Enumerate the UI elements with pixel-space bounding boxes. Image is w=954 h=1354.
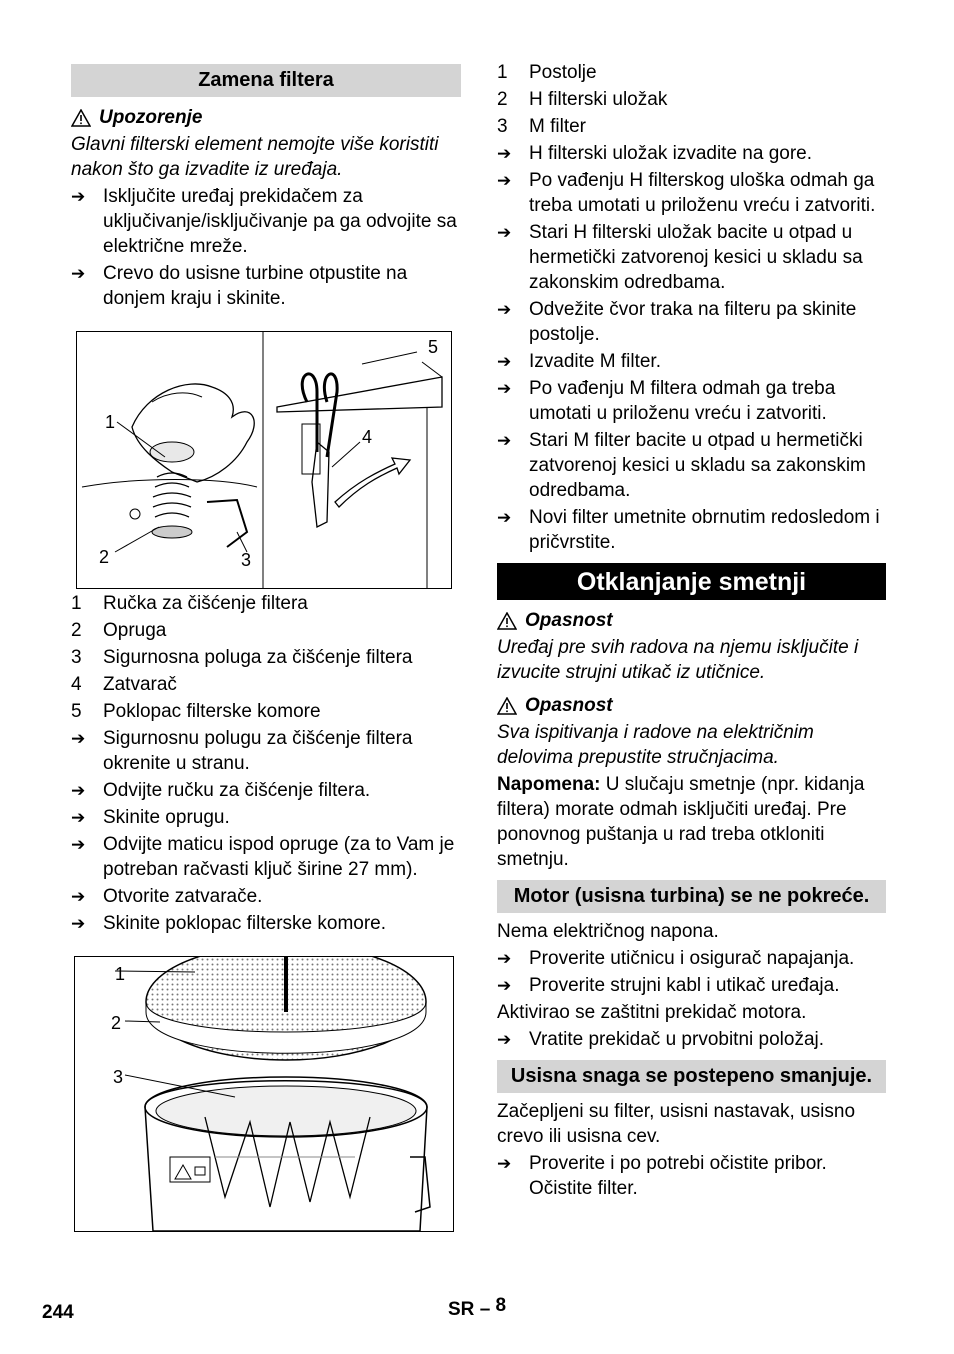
arrow-right-icon: ➔: [71, 781, 86, 800]
list-item: ➔ Otvorite zatvarače.: [71, 886, 263, 907]
list-item: 2 Opruga: [71, 620, 167, 641]
list-item: ➔ Odvijte ručku za čišćenje filtera.: [71, 780, 371, 801]
cause-text-3: Začepljeni su filter, usisni nastavak, usisno crevo ili usisna cev.: [497, 1101, 856, 1147]
figure1-label-5: 5: [428, 337, 439, 357]
legend-list-1: [71, 591, 461, 724]
filter-chamber-illustration: [75, 957, 453, 1231]
subsection-heading-suction: Usisna snaga se postepeno smanjuje.: [497, 1060, 886, 1093]
warning-text: Glavni filterski element nemojte više koristiti nakon što ga izvadite iz uređaja.: [71, 134, 439, 180]
list-item: ➔ Proverite i po potrebi očistite pribor. Očistite filter.: [497, 1153, 827, 1199]
warning-title: Upozorenje: [99, 107, 203, 128]
steps-list-3: [497, 141, 886, 555]
arrow-right-icon: ➔: [497, 300, 512, 319]
arrow-right-icon: ➔: [71, 187, 86, 206]
figure1-label-1: 1: [105, 412, 116, 432]
list-item: 1 Ručka za čišćenje filtera: [71, 593, 308, 614]
cause-text-1: Nema električnog napona.: [497, 921, 719, 942]
arrow-right-icon: ➔: [497, 431, 512, 450]
list-item: ➔ Izvadite M filter.: [497, 351, 661, 372]
list-item: 5 Poklopac filterske komore: [71, 701, 321, 722]
figure1-label-3: 3: [241, 550, 252, 570]
steps-list-2: [71, 726, 461, 936]
list-item: ➔ Novi filter umetnite obrnutim redosledom i pričvrstite.: [497, 507, 880, 553]
list-item: ➔ Isključite uređaj prekidačem za uključivanje/isključivanje pa ga odvojite sa električne mreže.: [71, 186, 457, 257]
filter-handle-illustration: [77, 332, 451, 588]
arrow-right-icon: ➔: [71, 835, 86, 854]
arrow-right-icon: ➔: [497, 144, 512, 163]
danger-title-2: Opasnost: [525, 695, 613, 716]
list-item: ➔ Skinite poklopac filterske komore.: [71, 913, 387, 934]
list-item: ➔ H filterski uložak izvadite na gore.: [497, 143, 813, 164]
section-heading-troubleshooting: Otklanjanje smetnji: [497, 563, 886, 600]
cause-text-2: Aktivirao se zaštitni prekidač motora.: [497, 1002, 807, 1023]
list-item: 3 M filter: [497, 116, 586, 137]
arrow-right-icon: ➔: [497, 171, 512, 190]
left-column: [71, 64, 461, 1232]
list-item: ➔ Po vađenju M filtera odmah ga treba umotati u priloženu vreću i zatvoriti.: [497, 378, 836, 424]
arrow-right-icon: ➔: [497, 949, 512, 968]
arrow-right-icon: ➔: [497, 508, 512, 527]
list-item: ➔ Crevo do usisne turbine otpustite na donjem kraju i skinite.: [71, 263, 408, 309]
note-label: Napomena:: [497, 774, 601, 795]
footer-sep: –: [479, 1299, 491, 1320]
list-item: ➔ Stari M filter bacite u otpad u hermetički zatvorenoj kesici u skladu sa zakonskim odredbama.: [497, 430, 866, 501]
right-column: [497, 58, 886, 1201]
list-item: ➔ Stari H filterski uložak bacite u otpad u hermetički zatvorenoj kesici u skladu sa zakonskim odredbama.: [497, 222, 863, 293]
figure-filter-chamber: [74, 956, 454, 1232]
section-heading-filter-replacement: Zamena filtera: [71, 64, 461, 97]
arrow-right-icon: ➔: [497, 976, 512, 995]
warning-triangle-icon: [497, 697, 517, 715]
page-number: 244: [42, 1302, 74, 1323]
list-item: ➔ Po vađenju H filterskog uloška odmah ga treba umotati u priloženu vreću i zatvoriti.: [497, 170, 876, 216]
figure1-label-2: 2: [99, 547, 110, 567]
figure1-label-4: 4: [362, 427, 373, 447]
figure2-label-3: 3: [113, 1067, 124, 1087]
legend-list-2: [497, 60, 886, 139]
arrow-right-icon: ➔: [71, 808, 86, 827]
danger-text-2: Sva ispitivanja i radove na električnim delovima prepustite stručnjacima.: [497, 722, 814, 768]
list-item: 4 Zatvarač: [71, 674, 177, 695]
figure-filter-handle: [76, 331, 452, 589]
arrow-right-icon: ➔: [71, 914, 86, 933]
footer-sub-page: 8: [495, 1295, 507, 1316]
arrow-right-icon: ➔: [497, 223, 512, 242]
danger-text-1: Uređaj pre svih radova na njemu isključite i izvucite strujni utikač iz utičnice.: [497, 637, 859, 683]
list-item: ➔ Proverite strujni kabl i utikač uređaja.: [497, 975, 840, 996]
arrow-right-icon: ➔: [497, 352, 512, 371]
danger-title-1: Opasnost: [525, 610, 613, 631]
list-item: 1 Postolje: [497, 62, 597, 83]
list-item: ➔ Sigurnosnu polugu za čišćenje filtera okrenite u stranu.: [71, 728, 413, 774]
arrow-right-icon: ➔: [71, 264, 86, 283]
warning-triangle-icon: [497, 612, 517, 630]
arrow-right-icon: ➔: [497, 1030, 512, 1049]
list-item: ➔ Odvežite čvor traka na filteru pa skinite postolje.: [497, 299, 857, 345]
note-text: U slučaju smetnje (npr. kidanja filtera) morate odmah isključiti uređaj. Pre ponovnog puštanja u rad treba otkloniti smetnju.: [497, 774, 865, 870]
figure2-label-2: 2: [111, 1013, 122, 1033]
danger-heading-1: [497, 608, 886, 633]
arrow-right-icon: ➔: [71, 887, 86, 906]
list-item: 2 H filterski uložak: [497, 89, 668, 110]
note-paragraph: [497, 772, 886, 872]
subsection-heading-motor: Motor (usisna turbina) se ne pokreće.: [497, 880, 886, 913]
footer-lang-page: [448, 1297, 506, 1322]
figure2-label-1: 1: [115, 964, 126, 984]
warning-triangle-icon: [71, 109, 91, 127]
list-item: 3 Sigurnosna poluga za čišćenje filtera: [71, 647, 413, 668]
warning-heading: [71, 105, 461, 130]
list-item: ➔ Proverite utičnicu i osigurač napajanja.: [497, 948, 855, 969]
arrow-right-icon: ➔: [497, 1154, 512, 1173]
footer-lang: SR: [448, 1299, 475, 1320]
danger-heading-2: [497, 693, 886, 718]
steps-list-1: [71, 184, 461, 311]
list-item: ➔ Vratite prekidač u prvobitni položaj.: [497, 1029, 825, 1050]
list-item: ➔ Skinite oprugu.: [71, 807, 230, 828]
list-item: ➔ Odvijte maticu ispod opruge (za to Vam je potreban račvasti ključ širine 27 mm).: [71, 834, 455, 880]
arrow-right-icon: ➔: [71, 729, 86, 748]
arrow-right-icon: ➔: [497, 379, 512, 398]
